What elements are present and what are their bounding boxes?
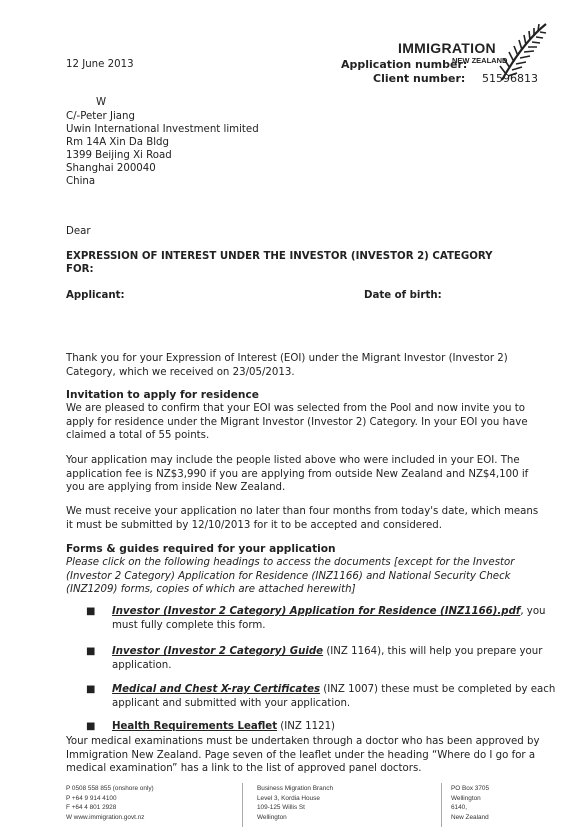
address-line: China <box>66 176 96 187</box>
health-leaflet-link[interactable]: Health Requirements Leaflet <box>112 721 278 732</box>
form-link-inz1166[interactable]: Investor (Investor 2 Category) Application for Residence (INZ1166).pdf <box>112 606 521 617</box>
application-number-label: Application number: <box>341 58 468 71</box>
footer-contact: P 0508 558 855 (onshore only) P +64 9 914 4100 F +64 4 801 2928 W www.immigration.govt.nz <box>66 785 154 821</box>
applicant-label: Applicant: <box>66 290 125 301</box>
logo-title: IMMIGRATION <box>398 40 496 56</box>
footer-branch-address: Business Migration Branch Level 3, Kordia House 109-125 Willis St Wellington <box>257 785 334 821</box>
letter-date: 12 June 2013 <box>66 59 134 70</box>
bullet-icon: ■ <box>86 721 96 732</box>
bullet-icon: ■ <box>86 646 96 657</box>
medical-certificates-link[interactable]: Medical and Chest X-ray Certificates <box>112 684 321 695</box>
client-number-label: Client number: <box>373 72 466 85</box>
footer-divider <box>441 783 442 827</box>
bullet-icon: ■ <box>86 606 96 617</box>
address-line: Shanghai 200040 <box>66 163 156 174</box>
footer-postal-address: PO Box 3705 Wellington 6140, New Zealand <box>451 785 490 821</box>
intro-paragraph: Thank you for your Expression of Interest (EOI) under the Migrant Investor (Investor 2) Category, which we received on 23/05/2013. <box>66 353 508 378</box>
list-item: ■ Health Requirements Leaflet (INZ 1121) <box>86 721 336 732</box>
fee-paragraph: Your application may include the people listed above who were included in your EOI. The application fee is NZ$3,990 if you are applying from outside New Zealand and NZ$4,100 if you are applying from inside New Zealand. <box>66 455 529 493</box>
salutation: Dear <box>66 226 91 237</box>
forms-heading: Forms & guides required for your application <box>66 543 336 555</box>
invitation-heading: Invitation to apply for residence <box>66 389 259 401</box>
client-number-value: 51596813 <box>482 72 538 85</box>
website-link[interactable]: W www.immigration.govt.nz <box>66 813 145 821</box>
list-item: ■ Investor (Investor 2 Category) Application for Residence (INZ1166).pdf, you must fully complete this form. <box>86 606 546 631</box>
list-item: ■ Medical and Chest X-ray Certificates (INZ 1007) these must be completed by each applicant and submitted with your application. <box>86 684 556 709</box>
footer-divider <box>242 783 243 827</box>
invitation-paragraph: We are pleased to confirm that your EOI was selected from the Pool and now invite you to apply for residence under the Migrant Investor (Investor 2) Category. In your EOI you have claimed a total of 55 points. <box>66 403 528 441</box>
address-line: Uwin International Investment limited <box>66 124 259 135</box>
medical-note: Your medical examinations must be undertaken through a doctor who has been approved by Immigration New Zealand. Page seven of the leaflet under the heading “Where do I go for a medical examination” has a link to the list of approved panel doctors. <box>66 736 540 774</box>
list-item: ■ Investor (Investor 2 Category) Guide (INZ 1164), this will help you prepare your application. <box>86 646 543 671</box>
dob-label: Date of birth: <box>364 290 442 301</box>
address-line: Rm 14A Xin Da Bldg <box>66 137 169 148</box>
address-line: C/-Peter Jiang <box>66 111 135 122</box>
logo-subtitle: NEW ZEALAND <box>452 56 508 65</box>
recipient-name: W <box>96 97 107 108</box>
guide-link-inz1164[interactable]: Investor (Investor 2 Category) Guide <box>112 646 324 657</box>
address-line: 1399 Beijing Xi Road <box>66 150 172 161</box>
forms-instructions: Please click on the following headings to access the documents [except for the Investor (Investor 2 Category) Application for Residence (INZ1166) and National Security Check (INZ1209) forms, copies of which are attached herewith] <box>66 557 515 595</box>
subject-line: FOR: <box>66 264 94 275</box>
bullet-icon: ■ <box>86 684 96 695</box>
subject-line: EXPRESSION OF INTEREST UNDER THE INVESTOR (INVESTOR 2) CATEGORY <box>66 251 493 262</box>
deadline-paragraph: We must receive your application no later than four months from today's date, which means it must be submitted by 12/10/2013 for it to be accepted and considered. <box>66 506 539 531</box>
